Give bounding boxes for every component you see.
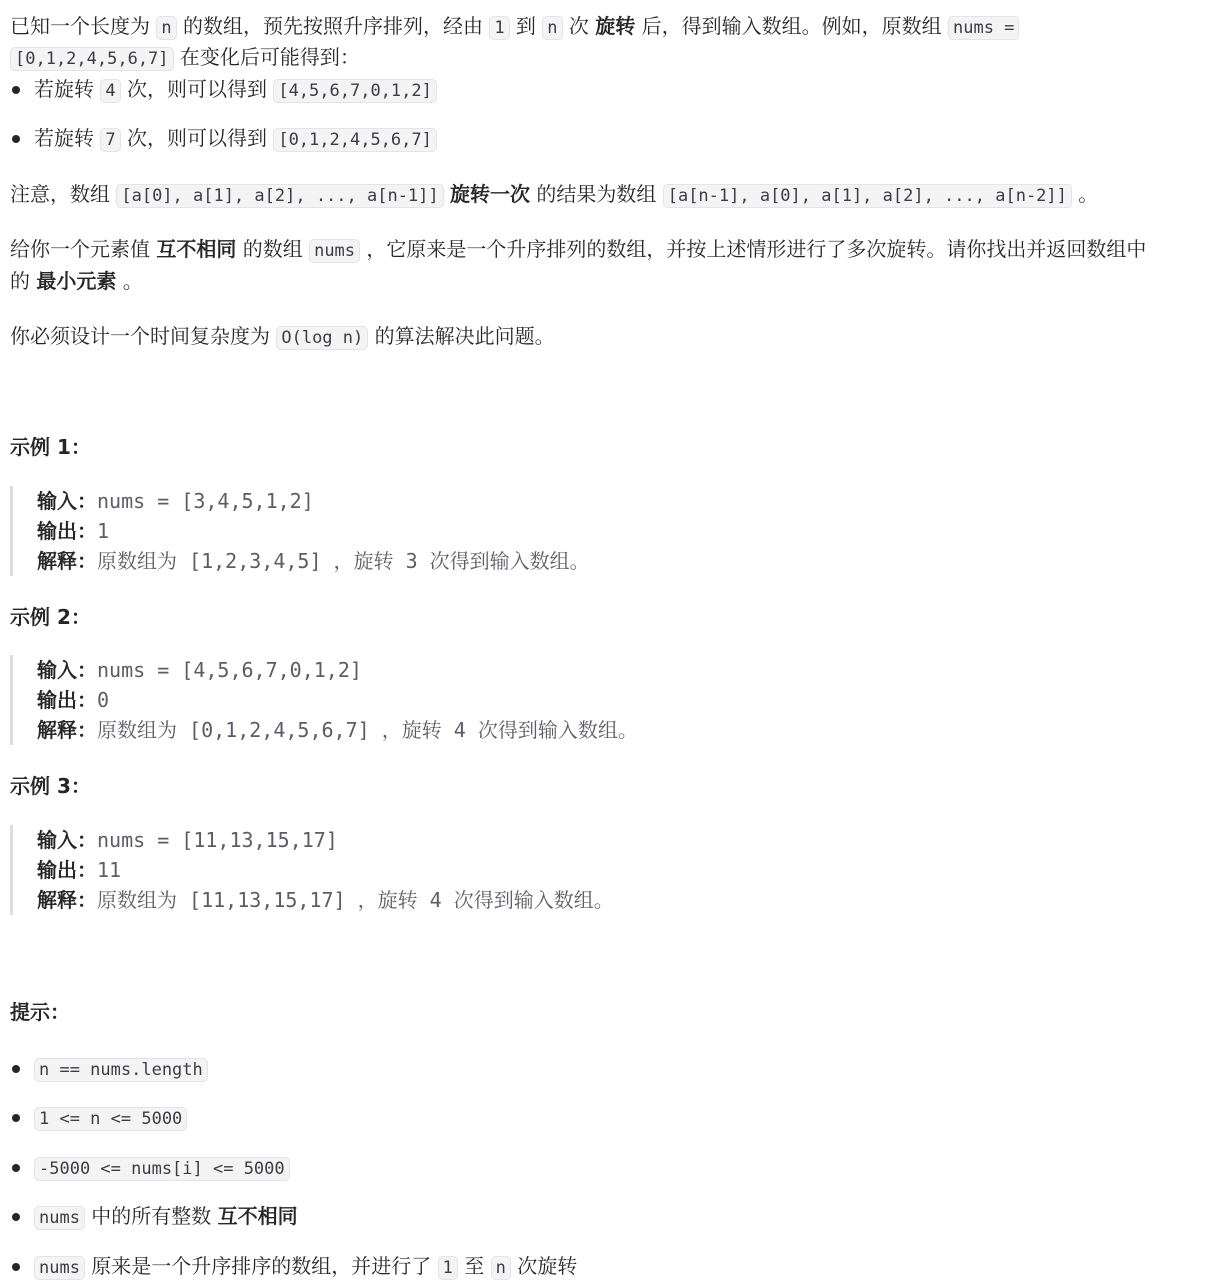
code-n: n [491,1256,511,1280]
example-block [10,486,1217,576]
bold-distinct: 互不相同 [217,1204,298,1228]
intro-text: 后，得到输入数组。例如，原数组 [635,14,948,38]
output-label: 输出： [37,858,97,882]
intro-line-1 [10,10,1019,44]
note-text: 。 [1071,182,1099,206]
code-hint: 1 <= n <= 5000 [34,1107,187,1131]
output-value: 0 [97,688,110,712]
example-explain-line [37,715,1217,745]
intro-text: 在变化后可能得到： [173,45,360,69]
explain-value: 原数组为 [0,1,2,4,5,6,7] ，旋转 4 次得到输入数组。 [97,718,638,742]
example-title: 示例 1： [10,435,91,459]
output-label: 输出： [37,688,97,712]
example-input-line [37,825,1217,855]
example-output-line [37,516,1217,546]
hint-item [10,1101,187,1135]
code-times: 7 [100,128,120,152]
input-label: 输入： [37,489,97,513]
explain-value: 原数组为 [11,13,15,17] ，旋转 4 次得到输入数组。 [97,888,614,912]
hint-item [10,1052,208,1086]
complexity-paragraph [10,320,555,354]
hint-text: 原来是一个升序排序的数组，并进行了 [84,1254,438,1278]
example-input-line [37,655,1217,685]
input-value: nums = [4,5,6,7,0,1,2] [97,658,362,682]
explain-label: 解释： [37,549,97,573]
hint-item [10,1200,298,1234]
complexity-text: 的算法解决此问题。 [368,324,555,348]
hint-text: 至 [457,1254,491,1278]
input-value: nums = [3,4,5,1,2] [97,489,314,513]
rotation-item [10,73,437,107]
example-title: 示例 2： [10,605,91,629]
input-label: 输入： [37,658,97,682]
intro-text: 已知一个长度为 [10,14,157,38]
example-title: 示例 3： [10,774,91,798]
example-output-line [37,685,1217,715]
bold-min-element: 最小元素 [36,269,117,293]
bold-rotate-once: 旋转一次 [450,182,530,206]
code-one: 1 [438,1256,458,1280]
code-nums: nums [34,1256,85,1280]
output-value: 11 [97,858,122,882]
task-text: ，它原来是一个升序排列的数组，并按上述情形进行了多次旋转。请你找出并返回数组中 [360,237,1147,261]
code-n: n [156,16,176,40]
intro-text: 的数组，预先按照升序排列，经由 [176,14,490,38]
rotation-text: 次，则可以得到 [120,126,274,150]
hints-title: 提示： [10,1000,70,1024]
task-line-2 [10,265,143,297]
explain-value: 原数组为 [1,2,3,4,5] ，旋转 3 次得到输入数组。 [97,549,590,573]
task-text: 的数组 [236,237,310,261]
intro-line-2 [10,41,360,75]
code-nums-eq: nums = [948,16,1019,40]
bold-distinct: 互不相同 [156,237,237,261]
output-label: 输出： [37,519,97,543]
code-original-array: [0,1,2,4,5,6,7] [10,47,174,71]
example-explain-line [37,885,1217,915]
bold-rotate: 旋转 [595,14,636,38]
note-text: 注意，数组 [10,182,117,206]
code-hint: -5000 <= nums[i] <= 5000 [34,1157,290,1181]
rotation-text: 若旋转 [34,77,101,101]
intro-text: 到 [509,14,543,38]
note-text: 的结果为数组 [530,182,663,206]
example-output-line [37,855,1217,885]
example-block [10,655,1217,745]
example-input-line [37,486,1217,516]
code-times: 4 [100,79,120,103]
output-value: 1 [97,519,110,543]
explain-label: 解释： [37,718,97,742]
rotation-text: 次，则可以得到 [120,77,274,101]
code-rotated-array: [a[n-1], a[0], a[1], a[2], ..., a[n-2]] [663,184,1072,208]
code-hint: n == nums.length [34,1058,208,1082]
code-nums: nums [309,239,360,263]
hint-text: 次旋转 [510,1254,578,1278]
code-result-array: [4,5,6,7,0,1,2] [273,79,437,103]
task-line-1 [10,233,1146,267]
input-label: 输入： [37,828,97,852]
hint-item [10,1250,577,1284]
complexity-text: 你必须设计一个时间复杂度为 [10,324,277,348]
hint-text: 中的所有整数 [84,1204,218,1228]
note-paragraph [10,178,1098,212]
task-text: 。 [116,269,143,293]
explain-label: 解释： [37,888,97,912]
example-block [10,825,1217,915]
task-text: 的 [10,269,37,293]
code-olog: O(log n) [276,326,368,350]
example-explain-line [37,546,1217,576]
code-n: n [542,16,562,40]
code-one: 1 [489,16,509,40]
input-value: nums = [11,13,15,17] [97,828,338,852]
code-source-array: [a[0], a[1], a[2], ..., a[n-1]] [116,184,443,208]
rotation-item [10,122,437,156]
hint-item [10,1151,290,1185]
intro-text: 次 [562,14,596,38]
task-text: 给你一个元素值 [10,237,157,261]
code-nums: nums [34,1206,85,1230]
code-result-array: [0,1,2,4,5,6,7] [273,128,437,152]
rotation-text: 若旋转 [34,126,101,150]
